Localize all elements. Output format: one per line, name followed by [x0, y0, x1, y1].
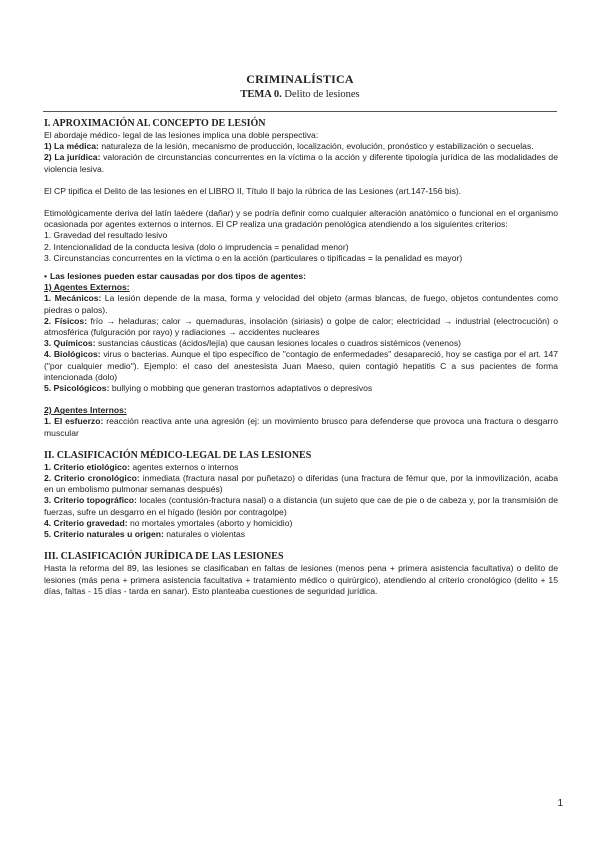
- external-agent-label: 3. Químicos:: [44, 338, 96, 349]
- external-agent-item: [44, 338, 558, 349]
- section-heading-3: III. CLASIFICACIÓN JURÍDICA DE LAS LESIONES: [44, 551, 284, 563]
- external-agent-label: 2. Físicos:: [44, 315, 88, 326]
- external-agent-text: La lesión depende de la masa, forma y velocidad del objeto (armas blancas, de fuego, objetos contundentes como piedras o palos).: [44, 293, 558, 315]
- criteria-item: 2. Intencionalidad de la conducta lesiva (dolo o imprudencia = penalidad menor): [44, 241, 349, 252]
- classification-text: agentes externos o internos: [129, 461, 239, 472]
- subtitle-topic-name: Delito de lesiones: [281, 89, 360, 100]
- classification-label: 1. Criterio etiológico:: [44, 461, 130, 472]
- paragraph-intro: El abordaje médico- legal de las lesiones implica una doble perspectiva:: [44, 130, 319, 140]
- paragraph-legal-classification: Hasta la reforma del 89, las lesiones se clasificaban en faltas de lesiones (menos pena + primera asistencia facultativa) o delito de lesiones (más pena + primera asistencia facultativa + tratamiento médico o quirúrgico), atendiendo al criterio cronológico (delito + 15 días, faltas - 15 días - tarda en sanar). Esto planteaba cuestiones de seguridad jurídica.: [44, 563, 558, 596]
- paragraph-etymology: Etimológicamente deriva del latín laèdere (dañar) y se podría definir como cualquier alteración anatómico o funcional en el organismo ocasionada por agentes externos o internos. El CP realiza una gradación penológica atendiendo a los siguientes criterios:: [44, 208, 558, 230]
- classification-label: 4. Criterio gravedad:: [44, 517, 128, 528]
- classification-text: no mortales ymortales (aborto y homicidio): [127, 517, 293, 528]
- legal-label: 2) La jurídica:: [44, 152, 101, 163]
- page-number: 1: [557, 798, 563, 809]
- external-agent-text: virus o bacterias. Aunque el tipo específico de "contagio de enfermedades" desapareció, hoy se castiga por el art. 147 ("por cualquier medio"). Ejemplo: el caso del anestesista Juan Maeso, quien contagió hepatitis C a sus pacientes de forma intencionada (dolo): [44, 349, 558, 382]
- external-agent-label: 5. Psicológicos:: [44, 383, 110, 394]
- header-divider: [43, 111, 557, 112]
- criteria-item: 3. Circunstancias concurrentes en la víctima o en la acción (particulares o tipificadas = la penalidad es mayor): [44, 252, 463, 263]
- external-agent-item: [44, 316, 558, 338]
- external-agent-text: bullying o mobbing que generan trastornos adaptativos o depresivos: [109, 383, 373, 394]
- agents-bullet-text: Las lesiones pueden estar causadas por dos tipos de agentes:: [50, 271, 306, 282]
- bullet-icon: •: [44, 271, 48, 282]
- agents-bullet: [44, 271, 558, 282]
- external-agent-text: frío → heladuras; calor → quemaduras, insolación (siriasis) o golpe de calor; electricidad → industrial (electrocución) o atmosférica (fulguración por rayo) y radiaciones → accidentes nucleares: [44, 315, 558, 338]
- classification-item: [44, 495, 558, 517]
- paragraph-cp: El CP tipifica el Delito de las lesiones en el LIBRO II, Título II bajo la rúbrica de las Lesiones (art.147-156 bis).: [44, 185, 462, 196]
- external-agent-text: sustancias cáusticas (ácidos/lejía) que causan lesiones locales o cuadros sistémicos (venenos): [95, 338, 461, 349]
- classification-label: 5. Criterio naturales u origen:: [44, 529, 164, 540]
- section-heading-1: I. APROXIMACIÓN AL CONCEPTO DE LESIÓN: [44, 118, 266, 129]
- paragraph-medical: [44, 141, 558, 152]
- internal-agent-item: [44, 416, 558, 438]
- subtitle-topic-number: TEMA 0.: [240, 89, 282, 100]
- classification-item: [44, 462, 558, 473]
- external-agent-item: [44, 383, 558, 394]
- paragraph-legal: [44, 152, 558, 174]
- classification-text: locales (contusión-fractura nasal) o a distancia (un sujeto que cae de pie o de cabeza y, por la transmisión de fuerzas, sufre un desgarro en el hígado (lesión por contragolpe): [44, 495, 558, 517]
- external-agents-heading: 1) Agentes Externos:: [44, 282, 130, 293]
- internal-agent-label: 1. El esfuerzo:: [44, 416, 104, 427]
- external-agent-label: 1. Mecánicos:: [44, 293, 102, 304]
- external-agent-label: 4. Biológicos:: [44, 349, 101, 360]
- legal-text: valoración de circunstancias concurrentes en la víctima o la acción y diferente tipología jurídica de las modalidades de violencia lesiva.: [44, 152, 558, 174]
- classification-item: [44, 473, 558, 495]
- external-agent-item: [44, 349, 558, 383]
- document-body: [44, 118, 558, 597]
- classification-item: [44, 529, 558, 540]
- classification-label: 2. Criterio cronológico:: [44, 473, 140, 484]
- medical-text: naturaleza de la lesión, mecanismo de producción, localización, evolución, pronóstico y estabilización o secuelas.: [98, 141, 534, 152]
- medical-label: 1) La médica:: [44, 141, 99, 152]
- document-title: CRIMINALÍSTICA: [246, 72, 354, 86]
- internal-agent-text: reacción reactiva ante una agresión (ej: un movimiento brusco para defenderse que provoca una fractura o desgarro muscular: [44, 416, 558, 438]
- section-heading-2: II. CLASIFICACIÓN MÉDICO-LEGAL DE LAS LESIONES: [44, 449, 312, 461]
- internal-agents-heading: 2) Agentes Internos:: [44, 405, 127, 416]
- classification-text: naturales o violentas: [163, 529, 246, 540]
- classification-text: inmediata (fractura nasal por puñetazo) o diferidas (una fractura de fémur que, por la inmovilización, acaba en un embolismo pulmonar semanas después): [44, 473, 558, 495]
- criteria-item: 1. Gravedad del resultado lesivo: [44, 230, 168, 241]
- external-agent-item: [44, 293, 558, 315]
- classification-label: 3. Criterio topográfico:: [44, 495, 137, 506]
- document-subtitle: [0, 89, 600, 100]
- classification-item: [44, 518, 558, 529]
